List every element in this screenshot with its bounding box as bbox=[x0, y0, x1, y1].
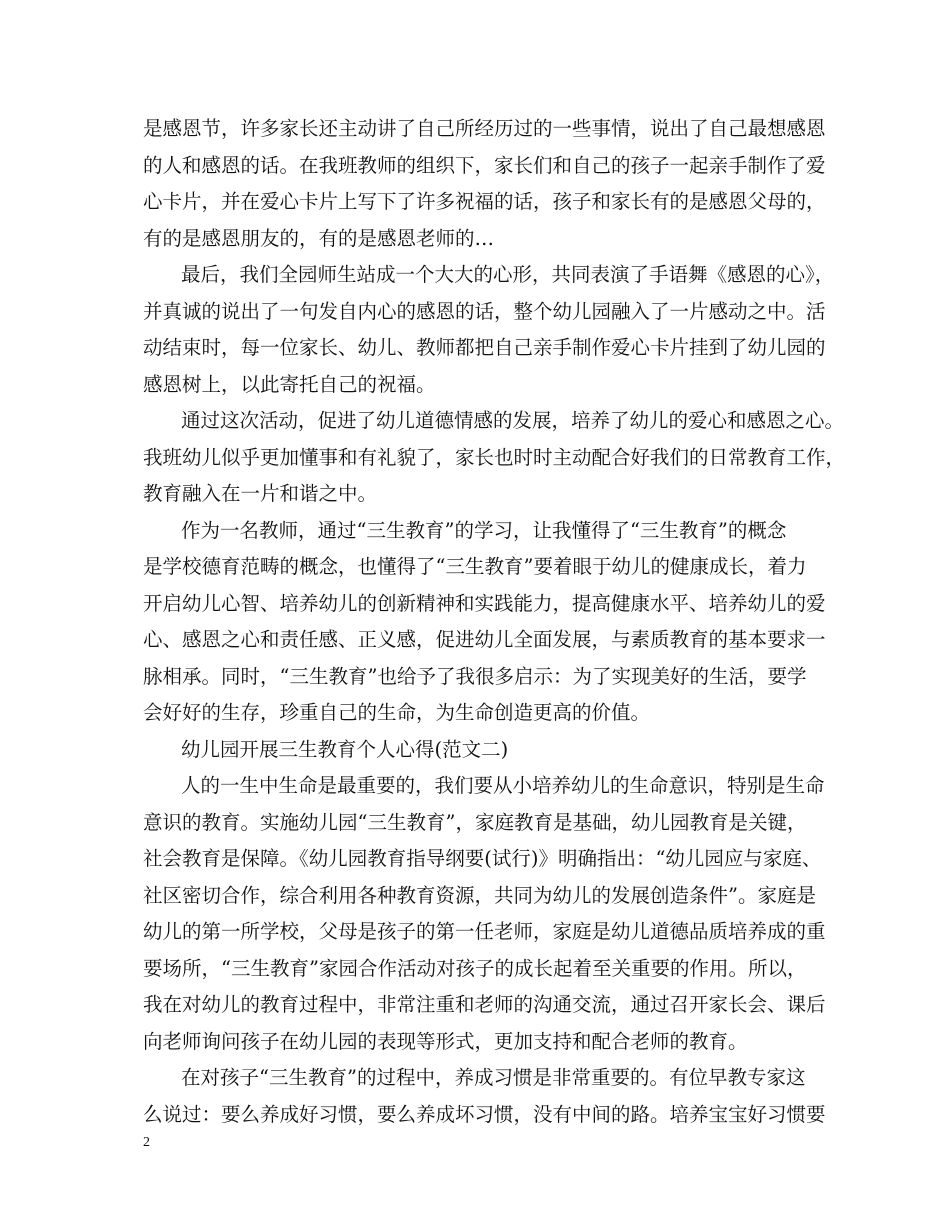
text-line: 是感恩节，许多家长还主动讲了自己所经历过的一些事情，说出了自己最想感恩 bbox=[143, 117, 826, 140]
text-line: 开启幼儿心智、培养幼儿的创新精神和实践能力，提高健康水平、培养幼儿的爱 bbox=[143, 591, 826, 615]
section-heading: 幼儿园开展三生教育个人心得(范文二) bbox=[181, 737, 509, 761]
text-line: 有的是感恩朋友的，有的是感恩老师的… bbox=[143, 226, 495, 250]
text-line: 我在对幼儿的教育过程中，非常注重和老师的沟通交流，通过召开家长会、课后 bbox=[143, 993, 826, 1017]
text-line: 幼儿的第一所学校，父母是孩子的第一任老师，家庭是幼儿道德品质培养成的重 bbox=[143, 920, 826, 944]
text-line: 向老师询问孩子在幼儿园的表现等形式，更加支持和配合老师的教育。 bbox=[143, 1029, 748, 1053]
text-line: 么说过：要么养成好习惯，要么养成坏习惯，没有中间的路。培养宝宝好习惯要 bbox=[143, 1103, 826, 1126]
text-line: 脉相承。同时，“三生教育”也给予了我很多启示：为了实现美好的生活，要学 bbox=[143, 664, 807, 688]
text-line: 社会教育是保障。《幼儿园教育指导纲要(试行)》明确指出：“幼儿园应与家庭、 bbox=[143, 847, 822, 871]
text-line: 心卡片，并在爱心卡片上写下了许多祝福的话，孩子和家长有的是感恩父母的， bbox=[143, 190, 826, 214]
text-line: 意识的教育。实施幼儿园“三生教育”，家庭教育是基础，幼儿园教育是关键， bbox=[143, 810, 807, 834]
text-line: 感恩树上，以此寄托自己的祝福。 bbox=[143, 372, 436, 396]
text-line: 会好好的生存，珍重自己的生命，为生命创造更高的价值。 bbox=[143, 701, 651, 725]
text-line: 作为一名教师，通过“三生教育”的学习，让我懂得了“三生教育”的概念 bbox=[181, 518, 787, 542]
text-line: 要场所，“三生教育”家园合作活动对孩子的成长起着至关重要的作用。所以， bbox=[143, 956, 807, 980]
text-line: 最后，我们全园师生站成一个大大的心形，共同表演了手语舞《感恩的心》， bbox=[181, 263, 835, 287]
text-line: 通过这次活动，促进了幼儿道德情感的发展，培养了幼儿的爱心和感恩之心。 bbox=[181, 409, 845, 433]
text-line: 是学校德育范畴的概念，也懂得了“三生教育”要着眼于幼儿的健康成长，着力 bbox=[143, 555, 807, 579]
page-number: 2 bbox=[143, 1135, 150, 1150]
text-line: 在对孩子“三生教育”的过程中，养成习惯是非常重要的。有位早教专家这 bbox=[181, 1066, 806, 1090]
text-line: 动结束时，每一位家长、幼儿、教师都把自己亲手制作爱心卡片挂到了幼儿园的 bbox=[143, 336, 826, 360]
text-line: 的人和感恩的话。在我班教师的组织下，家长们和自己的孩子一起亲手制作了爱 bbox=[143, 153, 826, 177]
text-line: 教育融入在一片和谐之中。 bbox=[143, 482, 378, 506]
text-line: 社区密切合作，综合利用各种教育资源，共同为幼儿的发展创造条件”。家庭是 bbox=[143, 883, 816, 907]
text-line: 人的一生中生命是最重要的，我们要从小培养幼儿的生命意识，特别是生命 bbox=[181, 774, 825, 798]
text-line: 心、感恩之心和责任感、正义感，促进幼儿全面发展，与素质教育的基本要求一 bbox=[143, 628, 826, 652]
text-line: 我班幼儿似乎更加懂事和有礼貌了，家长也时时主动配合好我们的日常教育工作， bbox=[143, 445, 846, 469]
text-line: 并真诚的说出了一句发自内心的感恩的话，整个幼儿园融入了一片感动之中。活 bbox=[143, 299, 826, 323]
